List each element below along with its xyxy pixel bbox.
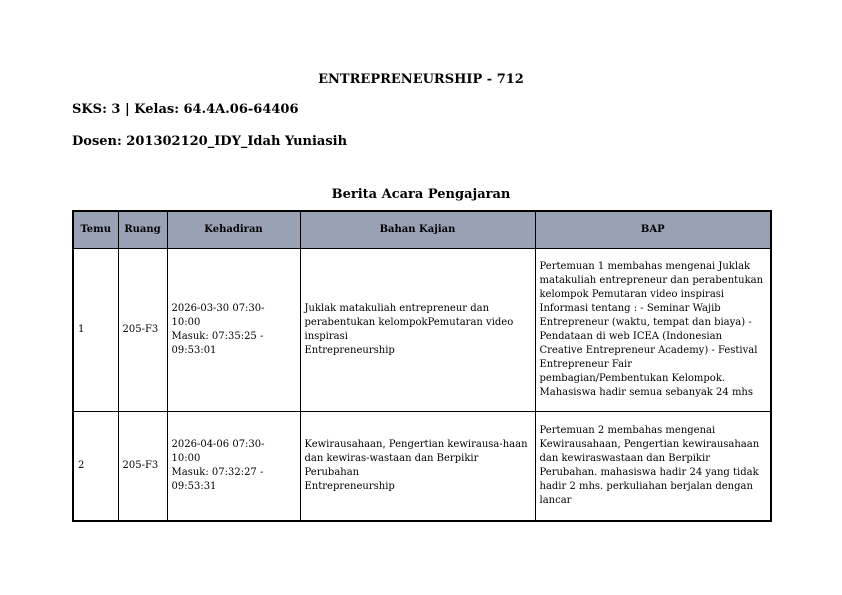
section-title: Berita Acara Pengajaran — [331, 187, 511, 202]
cell-ruang: 205-F3 — [118, 412, 167, 522]
table-row — [73, 249, 771, 412]
cell-ruang: 205-F3 — [118, 249, 167, 412]
table-row — [73, 412, 771, 522]
table-header-row — [73, 211, 771, 249]
sks-class-line: SKS: 3 | Kelas: 64.4A.06-64406 — [72, 102, 299, 117]
cell-temu: 2 — [73, 412, 118, 522]
header-ruang: Ruang — [118, 211, 167, 249]
cell-bahan-kajian: Juklak matakuliah entrepreneur dan perabentukan kelompokPemutaran video inspirasi Entrepreneurship — [300, 249, 535, 412]
teaching-report-table — [72, 210, 772, 522]
header-temu: Temu — [73, 211, 118, 249]
cell-temu: 1 — [73, 249, 118, 412]
cell-bap: Pertemuan 1 membahas mengenai Juklak matakuliah entrepreneur dan perabentukan kelompok Pemutaran video inspirasi Informasi tentang : - Seminar Wajib Entrepreneur (waktu, tempat dan biaya) - Pendataan di web ICEA (Indonesian Creative Entrepreneur Academy) - Festival Entrepreneur Fair pembagian/Pembentukan Kelompok. Mahasiswa hadir semua sebanyak 24 mhs — [535, 249, 771, 412]
cell-bahan-kajian: Kewirausahaan, Pengertian kewirausa-haan dan kewiras-wastaan dan Berpikir Perubahan Entrepreneurship — [300, 412, 535, 522]
header-kehadiran: Kehadiran — [167, 211, 300, 249]
cell-kehadiran: 2026-04-06 07:30- 10:00 Masuk: 07:32:27 - 09:53:31 — [167, 412, 300, 522]
header-bap: BAP — [535, 211, 771, 249]
cell-kehadiran: 2026-03-30 07:30- 10:00 Masuk: 07:35:25 - 09:53:01 — [167, 249, 300, 412]
lecturer-line: Dosen: 201302120_IDY_Idah Yuniasih — [72, 134, 348, 149]
cell-bap: Pertemuan 2 membahas mengenai Kewirausahaan, Pengertian kewirausahaan dan kewiraswastaan dan Berpikir Perubahan. mahasiswa hadir 24 yang tidak hadir 2 mhs. perkuliahan berjalan dengan lancar — [535, 412, 771, 522]
header-bahan-kajian: Bahan Kajian — [300, 211, 535, 249]
course-title: ENTREPRENEURSHIP - 712 — [318, 72, 524, 87]
